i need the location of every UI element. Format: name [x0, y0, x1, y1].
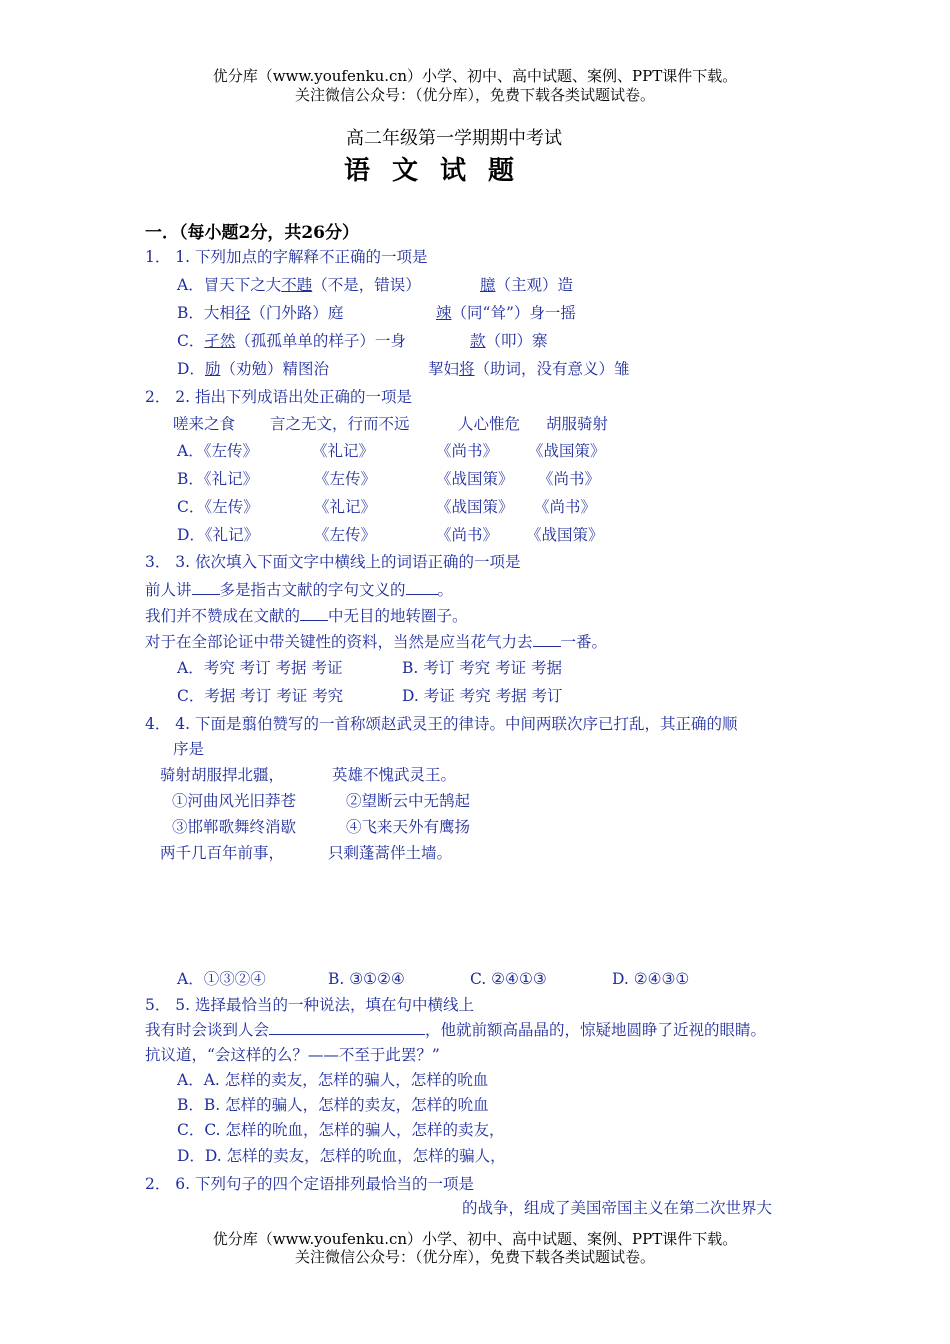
- q4-stem-cont: 序是: [173, 740, 205, 758]
- q4-option-c: C. ②④①③: [470, 970, 547, 988]
- q2-option: 《战国策》: [526, 526, 604, 544]
- q5-sentence-2: 抗议道，“会这样的么？——不至于此罢？”: [145, 1046, 440, 1064]
- q2-option: C．《左传》: [177, 498, 259, 516]
- q1-option-c-2: 款（叩）寨: [470, 332, 548, 350]
- q5-option-a: A．A. 怎样的卖友，怎样的骗人，怎样的吮血: [177, 1071, 489, 1089]
- q4-option-b: B. ③①②④: [328, 970, 405, 988]
- q4-option-a: A．①③②④: [177, 970, 266, 988]
- q3-option-c: C．考据 考订 考证 考究: [177, 687, 344, 705]
- q3-stem: 3． 3. 依次填入下面文字中横线上的词语正确的一项是: [145, 553, 521, 571]
- q2-option: 《尚书》: [538, 470, 601, 488]
- q4-option-d: D. ②④③①: [612, 970, 690, 988]
- q6-stem: 2． 6. 下列句子的四个定语排列最恰当的一项是: [145, 1175, 475, 1193]
- q3-option-a: A．考究 考订 考据 考证: [177, 659, 343, 677]
- q4-poem-line: ①河曲风光旧莽苍: [172, 792, 297, 810]
- footer-line-1: 优分库（www.youfenku.cn）小学、初中、高中试题、案例、PPT课件下载。: [212, 1230, 738, 1248]
- q4-poem-line: ③邯郸歌舞终消歇: [172, 818, 297, 836]
- q2-stem: 2． 2. 指出下列成语出处正确的一项是: [145, 388, 413, 406]
- q1-option-c: C．孑然（孤孤单单的样子）一身: [177, 332, 406, 350]
- header-line-1: 优分库（www.youfenku.cn）小学、初中、高中试题、案例、PPT课件下载。: [212, 67, 738, 85]
- q2-idiom: 胡服骑射: [546, 415, 609, 433]
- q2-option: 《尚书》: [436, 442, 499, 460]
- footer-line-2: 关注微信公众号：（优分库），免费下载各类试题试卷。: [294, 1248, 655, 1266]
- q5-option-d: D．D. 怎样的卖友，怎样的吮血，怎样的骗人，: [177, 1147, 506, 1165]
- q4-poem-line: ②望断云中无鹄起: [346, 792, 471, 810]
- q2-option: 《左传》: [314, 470, 377, 488]
- q2-option: A．《左传》: [177, 442, 258, 460]
- header-line-2: 关注微信公众号：（优分库），免费下载各类试题试卷。: [294, 86, 655, 104]
- q3-option-d: D. 考证 考究 考据 考订: [402, 687, 563, 705]
- q1-option-a-2: 臆（主观）造: [480, 276, 574, 294]
- q2-option: D．《礼记》: [177, 526, 260, 544]
- exam-subtitle: 高二年级第一学期期中考试: [346, 128, 562, 149]
- q1-option-d-2: 挈妇将（助词，没有意义）雏: [428, 360, 630, 378]
- q2-option: 《尚书》: [436, 526, 499, 544]
- q3-option-b: B. 考订 考究 考证 考据: [402, 659, 563, 677]
- q3-sentence-3: 对于在全部论证中带关键性的资料，当然是应当花气力去 一番。: [145, 633, 608, 651]
- q2-idiom: 言之无文，行而不远: [270, 415, 410, 433]
- q4-stem: 4． 4. 下面是翦伯赞写的一首称颂赵武灵王的律诗。中间两联次序已打乱，其正确的顺: [145, 715, 738, 733]
- q1-option-a: A．冒天下之大不韪（不是，错误）: [177, 276, 421, 294]
- q2-option: 《尚书》: [534, 498, 597, 516]
- section-heading: 一．（每小题2分，共26分）: [145, 223, 359, 243]
- q2-option: 《战国策》: [436, 470, 514, 488]
- q2-option: 《战国策》: [436, 498, 514, 516]
- q5-stem: 5． 5. 选择最恰当的一种说法，填在句中横线上: [145, 996, 475, 1014]
- q2-option: B．《礼记》: [177, 470, 259, 488]
- q4-poem-line: 骑射胡服捍北疆，: [160, 766, 285, 784]
- q3-sentence-2: 我们并不赞成在文献的 中无目的地转圈子。: [145, 607, 468, 625]
- q2-option: 《战国策》: [528, 442, 606, 460]
- q4-poem-line: 只剩蓬蒿伴土墙。: [328, 844, 453, 862]
- q2-option: 《左传》: [314, 526, 377, 544]
- q1-option-b: B．大相径（门外路）庭: [177, 304, 344, 322]
- exam-title: 语文试题: [343, 156, 536, 186]
- q1-option-d: D．励（劝勉）精图治: [177, 360, 329, 378]
- q2-idiom: 嗟来之食: [173, 415, 236, 433]
- q1-option-b-2: 竦（同“耸”）身一摇: [436, 304, 576, 322]
- q4-poem-line: ④飞来天外有鹰扬: [346, 818, 471, 836]
- q5-option-c: C．C. 怎样的吮血，怎样的骗人，怎样的卖友，: [177, 1121, 505, 1139]
- q2-idiom: 人心惟危: [458, 415, 521, 433]
- q4-poem-line: 英雄不愧武灵王。: [332, 766, 457, 784]
- q4-poem-line: 两千几百年前事，: [160, 844, 285, 862]
- q2-option: 《礼记》: [314, 498, 377, 516]
- q5-sentence-1: 我有时会谈到人会 ，他就前额高晶晶的，惊疑地圆睁了近视的眼睛。: [145, 1021, 767, 1039]
- q1-stem: 1． 1. 下列加点的字解释不正确的一项是: [145, 248, 428, 266]
- q5-option-b: B．B. 怎样的骗人，怎样的卖友，怎样的吮血: [177, 1096, 489, 1114]
- q3-sentence-1: 前人讲 多是指古文献的字句文义的 。: [145, 581, 454, 599]
- q2-option: 《礼记》: [312, 442, 375, 460]
- q6-sentence: 的战争，组成了美国帝国主义在第二次世界大: [462, 1199, 773, 1217]
